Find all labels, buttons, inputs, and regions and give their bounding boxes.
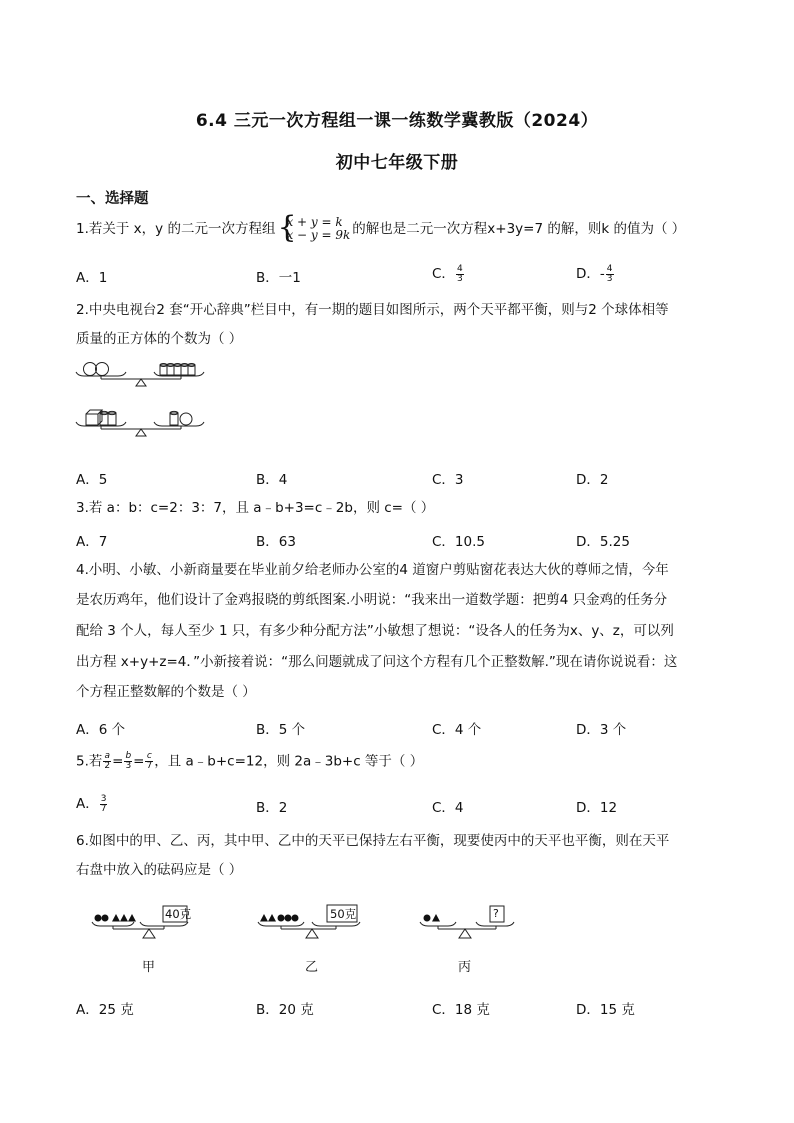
brace-icon: { bbox=[277, 210, 297, 245]
q1-option-b[interactable]: B．一1 bbox=[256, 270, 301, 286]
weight-label-jia: 40克 bbox=[165, 907, 192, 921]
fraction-denominator: 2 bbox=[104, 761, 111, 771]
q2-option-c[interactable]: C．3 bbox=[432, 472, 464, 488]
fraction bbox=[606, 265, 614, 284]
q3-option-d[interactable]: D．5.25 bbox=[576, 534, 630, 550]
fraction-denominator: 7 bbox=[146, 761, 153, 771]
q4-option-b[interactable]: B．5 个 bbox=[256, 722, 306, 738]
page-subtitle: 初中七年级下册 bbox=[335, 153, 459, 173]
q3-option-c[interactable]: C．10.5 bbox=[432, 534, 485, 550]
q1-option-c-label: C． bbox=[432, 266, 455, 282]
q5-option-c[interactable]: C．4 bbox=[432, 800, 464, 816]
cube-icon bbox=[167, 364, 174, 376]
q5-option-a[interactable] bbox=[76, 792, 108, 814]
q4-option-d[interactable]: D．3 个 bbox=[576, 722, 627, 738]
cylinder-icon bbox=[108, 411, 116, 425]
q3-option-a[interactable]: A．7 bbox=[76, 534, 108, 550]
question-1-pre: 1.若关于 x，y 的二元一次方程组 bbox=[76, 221, 276, 237]
q4-option-c[interactable]: C．4 个 bbox=[432, 722, 482, 738]
balance-figure bbox=[74, 362, 214, 444]
fraction-numerator: a bbox=[104, 751, 111, 761]
fraction-denominator: 3 bbox=[125, 761, 132, 771]
cylinder-icon bbox=[100, 411, 108, 425]
cube-icon bbox=[174, 364, 181, 376]
q6-option-c[interactable]: C．18 克 bbox=[432, 1002, 490, 1018]
q2-option-d[interactable]: D．2 bbox=[576, 472, 609, 488]
q2-option-a[interactable]: A．5 bbox=[76, 472, 108, 488]
fraction bbox=[100, 795, 108, 814]
question-3: 3.若 a：b：c=2：3：7，且 a﹣b+3=c﹣2b，则 c=（ ） bbox=[76, 500, 435, 516]
fraction-denominator: 3 bbox=[606, 273, 613, 284]
question-5-pre: 5.若 bbox=[76, 753, 103, 770]
equation-2: x − y = 9k bbox=[286, 228, 351, 242]
equals-sign: = bbox=[133, 753, 145, 770]
q3-option-b[interactable]: B．63 bbox=[256, 534, 296, 550]
fraction bbox=[103, 752, 111, 771]
label-yi: 乙 bbox=[305, 960, 319, 975]
fraction-numerator: c bbox=[146, 751, 152, 761]
q5-option-a-label: A． bbox=[76, 796, 99, 812]
question-5 bbox=[76, 752, 423, 771]
triangle-weight-icon bbox=[432, 914, 440, 922]
q1-option-a[interactable]: A．1 bbox=[76, 270, 108, 286]
triangle-weight-icon bbox=[260, 914, 268, 922]
cube-icon bbox=[181, 364, 188, 376]
question-4-line-2: 是农历鸡年，他们设计了金鸡报晓的剪纸图案.小明说：“我来出一道数学题：把剪4 只金鸡的任务分 bbox=[76, 592, 668, 608]
sphere-icon bbox=[84, 363, 97, 376]
fraction-numerator: 4 bbox=[606, 263, 613, 274]
label-jia: 甲 bbox=[142, 960, 156, 975]
cube-icon bbox=[160, 364, 167, 376]
sphere-icon bbox=[96, 363, 109, 376]
question-1-post: 的解也是二元一次方程x+3y=7 的解，则k 的值为（ ） bbox=[352, 221, 686, 237]
circle-weight-icon bbox=[278, 915, 285, 922]
q2-option-b[interactable]: B．4 bbox=[256, 472, 288, 488]
fraction-numerator: 3 bbox=[100, 793, 107, 804]
fraction-denominator: 7 bbox=[100, 803, 107, 814]
page-title: 6.4 三元一次方程组一课一练数学冀教版（2024） bbox=[195, 111, 599, 131]
question-4-line-5: 个方程正整数解的个数是（ ） bbox=[76, 684, 256, 700]
question-1 bbox=[76, 210, 686, 245]
triangle-weight-icon bbox=[112, 914, 120, 922]
fraction-numerator: b bbox=[125, 751, 132, 761]
question-5-post: ，且 a﹣b+c=12，则 2a﹣3b+c 等于（ ） bbox=[154, 753, 424, 770]
triangle-weight-icon bbox=[128, 914, 136, 922]
cube-icon bbox=[188, 364, 195, 376]
question-6-line-1: 6.如图中的甲、乙、丙，其中甲、乙中的天平已保持左右平衡，现要使丙中的天平也平衡，则在天平 bbox=[76, 833, 670, 849]
q5-option-d[interactable]: D．12 bbox=[576, 800, 618, 816]
balance-bing bbox=[418, 902, 518, 946]
circle-weight-icon bbox=[424, 915, 431, 922]
q6-option-b[interactable]: B．20 克 bbox=[256, 1002, 314, 1018]
q6-option-a[interactable]: A．25 克 bbox=[76, 1002, 134, 1018]
question-4-line-3: 配给 3 个人，每人至少 1 只，有多少种分配方法”小敏想了想说：“设各人的任务为x、y、z，可以列 bbox=[76, 623, 674, 639]
fraction bbox=[145, 752, 153, 771]
q4-option-a[interactable]: A．6 个 bbox=[76, 722, 126, 738]
question-4-line-4: 出方程 x+y+z=4．”小新接着说：“那么问题就成了问这个方程有几个正整数解.”现在请你说说看：这 bbox=[76, 654, 678, 670]
cylinder-icon bbox=[170, 411, 178, 425]
question-2-line-2: 质量的正方体的个数为（ ） bbox=[76, 331, 243, 347]
q1-option-d[interactable] bbox=[576, 262, 615, 284]
sphere-icon bbox=[180, 413, 192, 425]
question-2-line-1: 2.中央电视台2 套“开心辞典”栏目中，有一期的题目如图所示，两个天平都平衡，则与2 个球体相等 bbox=[76, 302, 669, 318]
q6-option-d[interactable]: D．15 克 bbox=[576, 1002, 635, 1018]
question-6-line-2: 右盘中放入的砝码应是（ ） bbox=[76, 862, 243, 878]
equation-system bbox=[277, 210, 351, 245]
triangle-weight-icon bbox=[120, 914, 128, 922]
balance-2 bbox=[76, 410, 204, 436]
weight-label-bing: ? bbox=[493, 907, 499, 920]
balance-1 bbox=[76, 363, 204, 387]
weight-label-yi: 50克 bbox=[330, 907, 357, 921]
equation-1: x + y = k bbox=[286, 215, 343, 229]
equals-sign: = bbox=[112, 753, 124, 770]
circle-weight-icon bbox=[95, 915, 102, 922]
triangle-weight-icon bbox=[268, 914, 276, 922]
circle-weight-icon bbox=[292, 915, 299, 922]
label-bing: 丙 bbox=[458, 960, 472, 975]
fraction bbox=[456, 265, 464, 284]
fraction-denominator: 3 bbox=[456, 273, 463, 284]
fraction-numerator: 4 bbox=[456, 263, 463, 274]
question-4-line-1: 4.小明、小敏、小新商量要在毕业前夕给老师办公室的4 道窗户剪贴窗花表达大伙的尊师之情，今年 bbox=[76, 562, 669, 578]
fraction bbox=[124, 752, 132, 771]
circle-weight-icon bbox=[102, 915, 109, 922]
circle-weight-icon bbox=[285, 915, 292, 922]
q1-option-d-label: D．- bbox=[576, 266, 605, 282]
q5-option-b[interactable]: B．2 bbox=[256, 800, 288, 816]
section-heading: 一、选择题 bbox=[76, 191, 149, 207]
q1-option-c[interactable] bbox=[432, 262, 465, 284]
